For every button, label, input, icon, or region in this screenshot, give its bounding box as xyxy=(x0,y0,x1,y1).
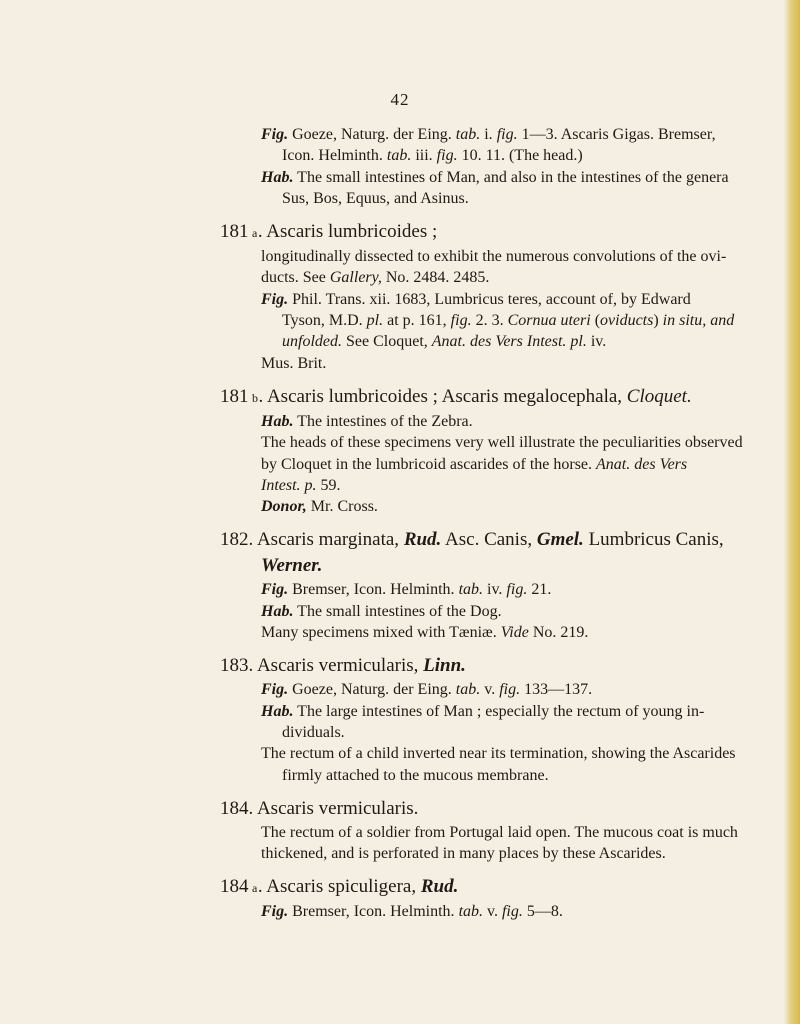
text-line: thickened, and is perforated in many places by these Ascarides. xyxy=(261,845,666,863)
gilded-page-edge xyxy=(784,0,800,1024)
text-line: unfolded. See Cloquet, Anat. des Vers Intest. pl. iv. xyxy=(282,333,607,351)
entry-heading: 184 a. Ascaris spiculigera, Rud. xyxy=(220,876,459,898)
text-line: Fig. Goeze, Naturg. der Eing. tab. i. fig. 1—3. Ascaris Gigas. Bremser, xyxy=(261,126,716,143)
text-line: Intest. p. 59. xyxy=(261,476,341,494)
entry-184a xyxy=(220,874,780,922)
entry-181-continuation xyxy=(220,124,780,209)
entry-181b xyxy=(220,384,780,517)
page-number: 42 xyxy=(390,90,410,109)
entry-183 xyxy=(220,653,780,785)
catalogue-text xyxy=(220,124,780,923)
text-line: ducts. See Gallery, No. 2484. 2485. xyxy=(261,269,490,287)
entry-heading: 182. Ascaris marginata, Rud. Asc. Canis, Gmel. Lumbricus Canis, xyxy=(220,529,724,551)
text-line: The rectum of a soldier from Portugal laid open. The mucous coat is much xyxy=(261,823,738,841)
text-line: Hab. The intestines of the Zebra. xyxy=(261,412,473,430)
text-line: Fig. Goeze, Naturg. der Eing. tab. v. fig. 133—137. xyxy=(261,681,593,699)
text-line: The heads of these specimens very well illustrate the peculiarities observed xyxy=(261,434,743,452)
entry-heading-continued: Werner. xyxy=(261,555,323,577)
text-line: Tyson, M.D. pl. at p. 161, fig. 2. 3. Cornua uteri (oviducts) in situ, and xyxy=(282,312,735,330)
entry-181a xyxy=(220,219,780,374)
text-line: The rectum of a child inverted near its termination, showing the Ascarides xyxy=(261,745,736,763)
text-line: longitudinally dissected to exhibit the numerous convolutions of the ovi- xyxy=(261,248,727,266)
text-line: Mus. Brit. xyxy=(261,354,327,372)
text-line: Donor, Mr. Cross. xyxy=(261,498,378,516)
text-line: Hab. The small intestines of the Dog. xyxy=(261,602,502,620)
text-line: Hab. The large intestines of Man ; especially the rectum of young in- xyxy=(261,702,705,720)
entry-heading: 183. Ascaris vermicularis, Linn. xyxy=(220,655,466,677)
entry-heading: 184. Ascaris vermicularis. xyxy=(220,797,419,819)
text-line: Sus, Bos, Equus, and Asinus. xyxy=(282,189,469,207)
text-line: Hab. The small intestines of Man, and also in the intestines of the genera xyxy=(261,168,729,186)
entry-heading: 181 b. Ascaris lumbricoides ; Ascaris megalocephala, Cloquet. xyxy=(220,385,692,407)
text-line: Many specimens mixed with Tæniæ. Vide No. 219. xyxy=(261,624,589,642)
text-line: Fig. Bremser, Icon. Helminth. tab. v. fig. 5—8. xyxy=(261,903,563,921)
text-line: dividuals. xyxy=(282,723,345,741)
entry-184 xyxy=(220,796,780,865)
entry-heading: 181 a. Ascaris lumbricoides ; xyxy=(220,221,438,243)
text-line: by Cloquet in the lumbricoid ascarides of the horse. Anat. des Vers xyxy=(261,455,688,473)
text-line: Icon. Helminth. tab. iii. fig. 10. 11. (The head.) xyxy=(282,147,583,165)
entry-182 xyxy=(220,527,780,643)
text-line: Fig. Bremser, Icon. Helminth. tab. iv. fig. 21. xyxy=(261,581,552,599)
text-line: firmly attached to the mucous membrane. xyxy=(282,766,549,784)
text-line: Fig. Phil. Trans. xii. 1683, Lumbricus teres, account of, by Edward xyxy=(261,290,691,308)
